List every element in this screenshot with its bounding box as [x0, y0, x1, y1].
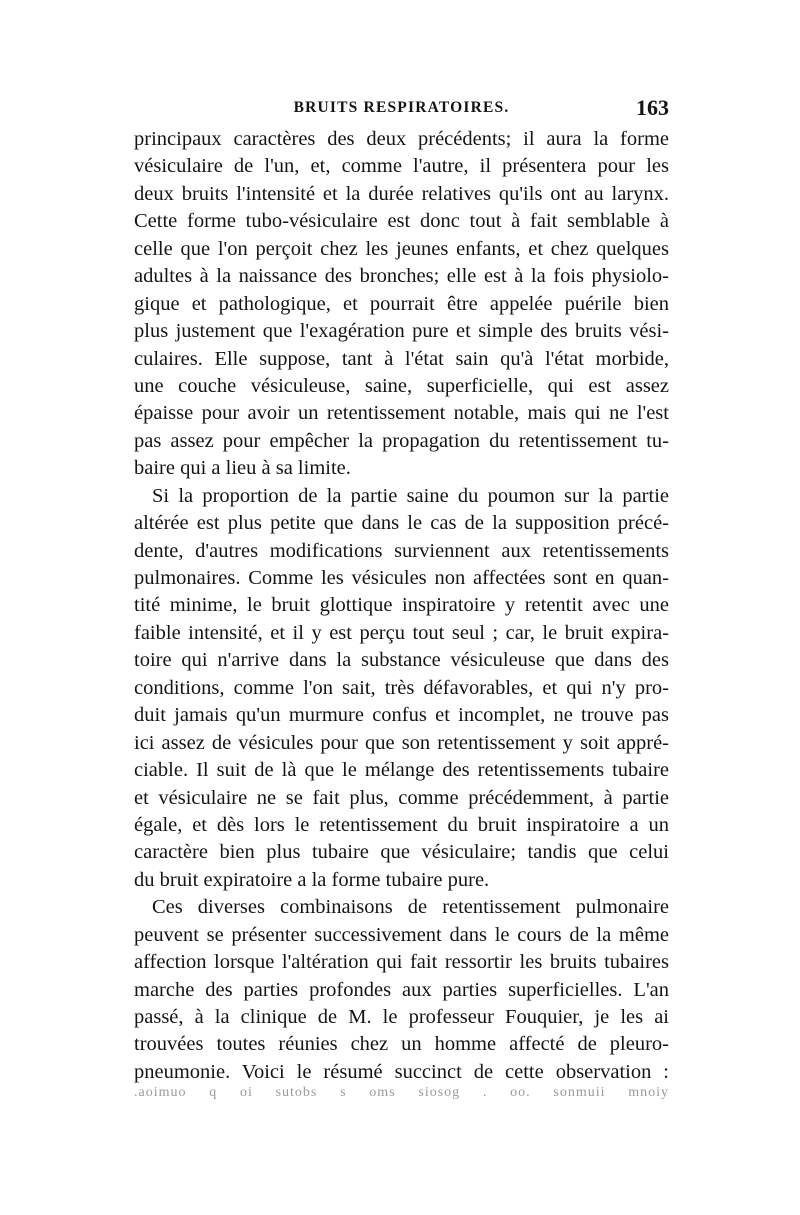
text-line: tité minime, le bruit glottique inspiratoire y retentit avec une: [134, 594, 669, 617]
text-line: passé, à la clinique de M. le professeur Fouquier, je les ai: [134, 1006, 669, 1028]
text-line: adultes à la naissance des bronches; elle est à la fois physiolo-: [134, 265, 669, 288]
body-text: [134, 126, 669, 1100]
paragraph-start-line: Si la proportion de la partie saine du poumon sur la partie: [152, 484, 669, 507]
text-line: faible intensité, et il y est perçu tout seul ; car, le bruit expira-: [134, 621, 669, 644]
text-line: affection lorsque l'altération qui fait ressortir les bruits tubaires: [134, 951, 669, 974]
paragraph-start-line: Ces diverses combinaisons de retentissement pulmonaire: [152, 896, 669, 919]
running-title: BRUITS RESPIRATOIRES.: [293, 99, 510, 116]
page-number: 163: [636, 95, 669, 120]
text-line: marche des parties profondes aux parties superficielles. L'an: [134, 978, 669, 1001]
text-line: altérée est plus petite que dans le cas de la supposition précé-: [134, 512, 669, 535]
text-line: celle que l'on perçoit chez les jeunes enfants, et chez quelques: [134, 237, 669, 260]
paragraph-end-line: du bruit expiratoire a la forme tubaire pure.: [134, 868, 490, 891]
text-line: pneumonie. Voici le résumé succinct de cette observation :: [134, 1060, 669, 1083]
text-line: conditions, comme l'on sait, très défavorables, et qui n'y pro-: [134, 676, 669, 699]
text-line: peuvent se présenter successivement dans le cours de la même: [134, 923, 669, 946]
running-head: [134, 95, 669, 125]
text-line: égale, et dès lors le retentissement du bruit inspiratoire a un: [134, 813, 669, 836]
text-line: une couche vésiculeuse, saine, superficielle, qui est assez: [134, 374, 669, 397]
text-line: et vésiculaire ne se fait plus, comme précédemment, à partie: [134, 786, 669, 809]
text-line: trouvées toutes réunies chez un homme affecté de pleuro-: [134, 1033, 669, 1056]
text-line: pulmonaires. Comme les vésicules non affectées sont en quan-: [134, 567, 669, 589]
text-line: ciable. Il suit de là que le mélange des retentissements tubaire: [134, 759, 669, 782]
text-line: principaux caractères des deux précédents; il aura la forme: [134, 128, 669, 150]
text-line: épaisse pour avoir un retentissement notable, mais qui ne l'est: [134, 402, 669, 425]
text-line: ici assez de vésicules pour que son retentissement y soit appré-: [134, 731, 669, 754]
text-line: dente, d'autres modifications surviennent aux retentissements: [134, 539, 669, 562]
paragraph-end-line: baire qui a lieu à sa limite.: [134, 457, 351, 480]
bleed-through-text: .aoimuo q oi sutobs s oms siosog . oo. sonmuii mnoiy: [134, 1085, 669, 1101]
text-line: gique et pathologique, et pourrait être appelée puérile bien: [134, 292, 669, 315]
text-line: Cette forme tubo-vésiculaire est donc tout à fait semblable à: [134, 210, 669, 233]
text-line: caractère bien plus tubaire que vésiculaire; tandis que celui: [134, 841, 669, 864]
text-line: deux bruits l'intensité et la durée relatives qu'ils ont au larynx.: [134, 182, 669, 205]
text-line: duit jamais qu'un murmure confus et incomplet, ne trouve pas: [134, 704, 669, 727]
text-line: vésiculaire de l'un, et, comme l'autre, il présentera pour les: [134, 155, 669, 178]
text-line: toire qui n'arrive dans la substance vésiculeuse que dans des: [134, 649, 669, 672]
text-line: culaires. Elle suppose, tant à l'état sain qu'à l'état morbide,: [134, 347, 669, 370]
text-line: pas assez pour empêcher la propagation du retentissement tu-: [134, 429, 669, 452]
text-line: plus justement que l'exagération pure et simple des bruits vési-: [134, 320, 669, 343]
